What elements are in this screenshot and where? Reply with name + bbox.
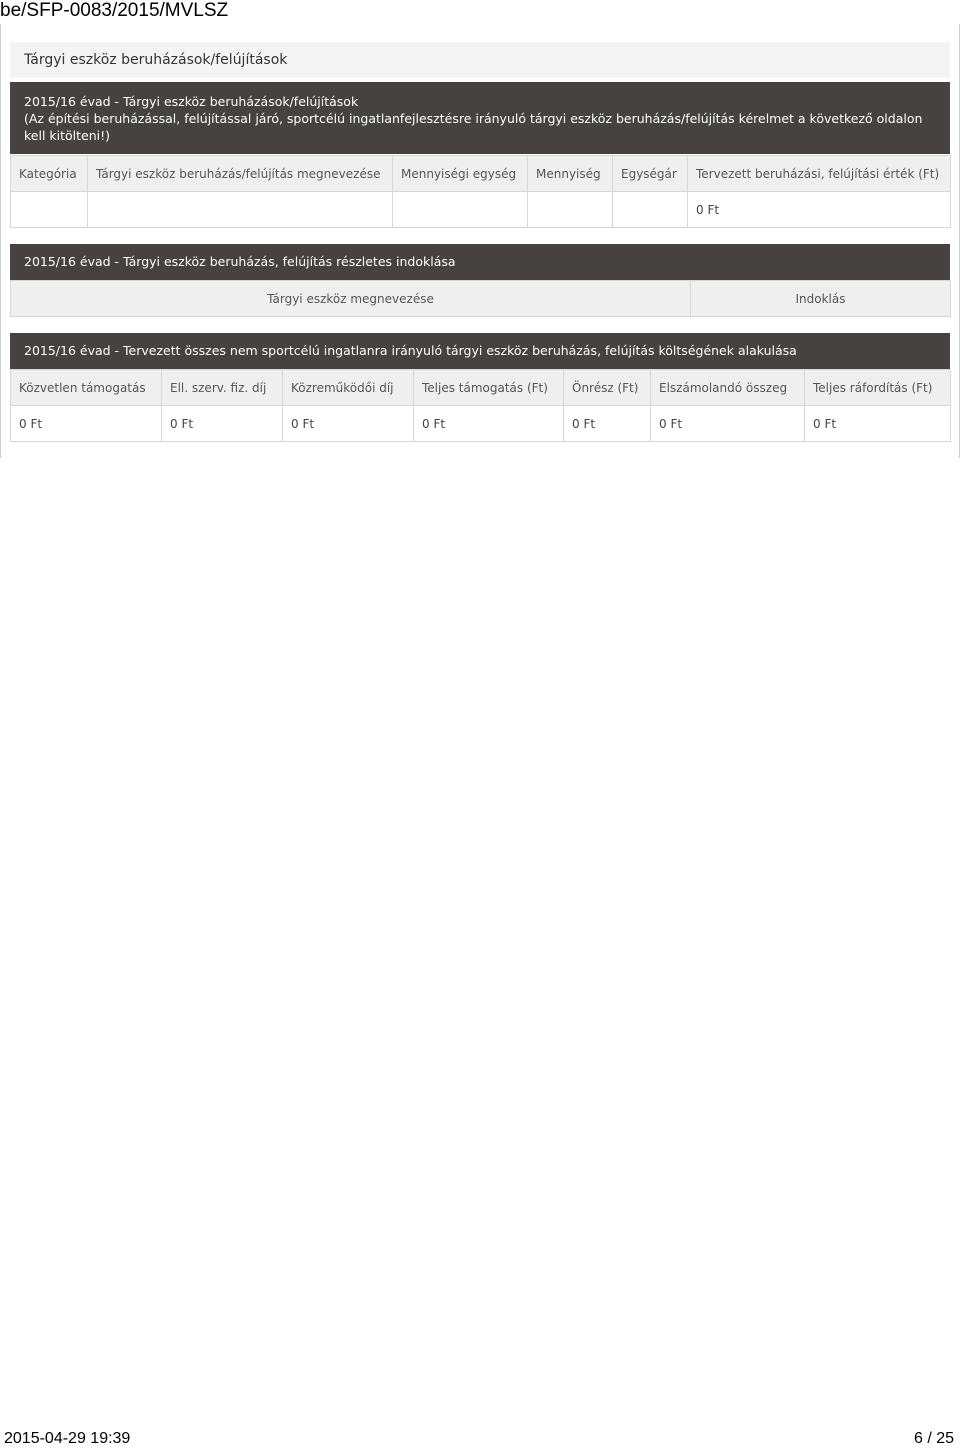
table-cell: 0 Ft <box>564 406 651 442</box>
col-header: Önrész (Ft) <box>564 370 651 406</box>
col-header: Tárgyi eszköz megnevezése <box>11 281 691 317</box>
table-cell <box>393 192 528 228</box>
table-row <box>11 406 951 442</box>
col-header: Elszámolandó összeg <box>651 370 805 406</box>
col-header: Mennyiség <box>528 156 613 192</box>
table-header-row <box>11 156 951 192</box>
col-header: Teljes ráfordítás (Ft) <box>805 370 951 406</box>
col-header: Teljes támogatás (Ft) <box>414 370 564 406</box>
table-row <box>11 192 951 228</box>
table-cell: 0 Ft <box>414 406 564 442</box>
table-cell <box>613 192 688 228</box>
table-header-row <box>11 281 951 317</box>
block1-header <box>10 82 950 154</box>
section-title: Tárgyi eszköz beruházások/felújítások <box>10 42 950 78</box>
table-cell <box>528 192 613 228</box>
table-header-row <box>11 370 951 406</box>
block2-header <box>10 244 950 280</box>
col-header: Egységár <box>613 156 688 192</box>
cost-table <box>10 369 951 442</box>
col-header: Indoklás <box>691 281 951 317</box>
table-cell <box>88 192 393 228</box>
col-header: Ell. szerv. fiz. díj <box>162 370 283 406</box>
table-cell: 0 Ft <box>688 192 951 228</box>
block3-header <box>10 333 950 369</box>
block2-title: 2015/16 évad - Tárgyi eszköz beruházás, felújítás részletes indoklása <box>24 254 456 269</box>
table-cell: 0 Ft <box>162 406 283 442</box>
block1-note: (Az építési beruházással, felújítással járó, sportcélú ingatlanfejlesztésre irányuló tárgyi eszköz beruházás/felújítás kérelmet a következő oldalon kell kitölteni!) <box>24 111 923 143</box>
col-header: Kategória <box>11 156 88 192</box>
table-cell: 0 Ft <box>283 406 414 442</box>
document-id: be/SFP-0083/2015/MVLSZ <box>0 0 229 21</box>
footer-timestamp: 2015-04-29 19:39 <box>4 1430 131 1447</box>
col-header: Mennyiségi egység <box>393 156 528 192</box>
block1-title: 2015/16 évad - Tárgyi eszköz beruházások/felújítások <box>24 94 359 109</box>
table-cell: 0 Ft <box>805 406 951 442</box>
col-header: Tervezett beruházási, felújítási érték (Ft) <box>688 156 951 192</box>
table-cell: 0 Ft <box>651 406 805 442</box>
footer-page-number: 6 / 25 <box>913 1430 954 1447</box>
table-cell <box>11 192 88 228</box>
col-header: Közvetlen támogatás <box>11 370 162 406</box>
justification-table <box>10 280 951 317</box>
block3-title: 2015/16 évad - Tervezett összes nem sportcélú ingatlanra irányuló tárgyi eszköz beruházás, felújítás költségének alakulása <box>24 343 797 358</box>
table-cell: 0 Ft <box>11 406 162 442</box>
col-header: Tárgyi eszköz beruházás/felújítás megnevezése <box>88 156 393 192</box>
investment-table <box>10 155 951 228</box>
col-header: Közreműködői díj <box>283 370 414 406</box>
